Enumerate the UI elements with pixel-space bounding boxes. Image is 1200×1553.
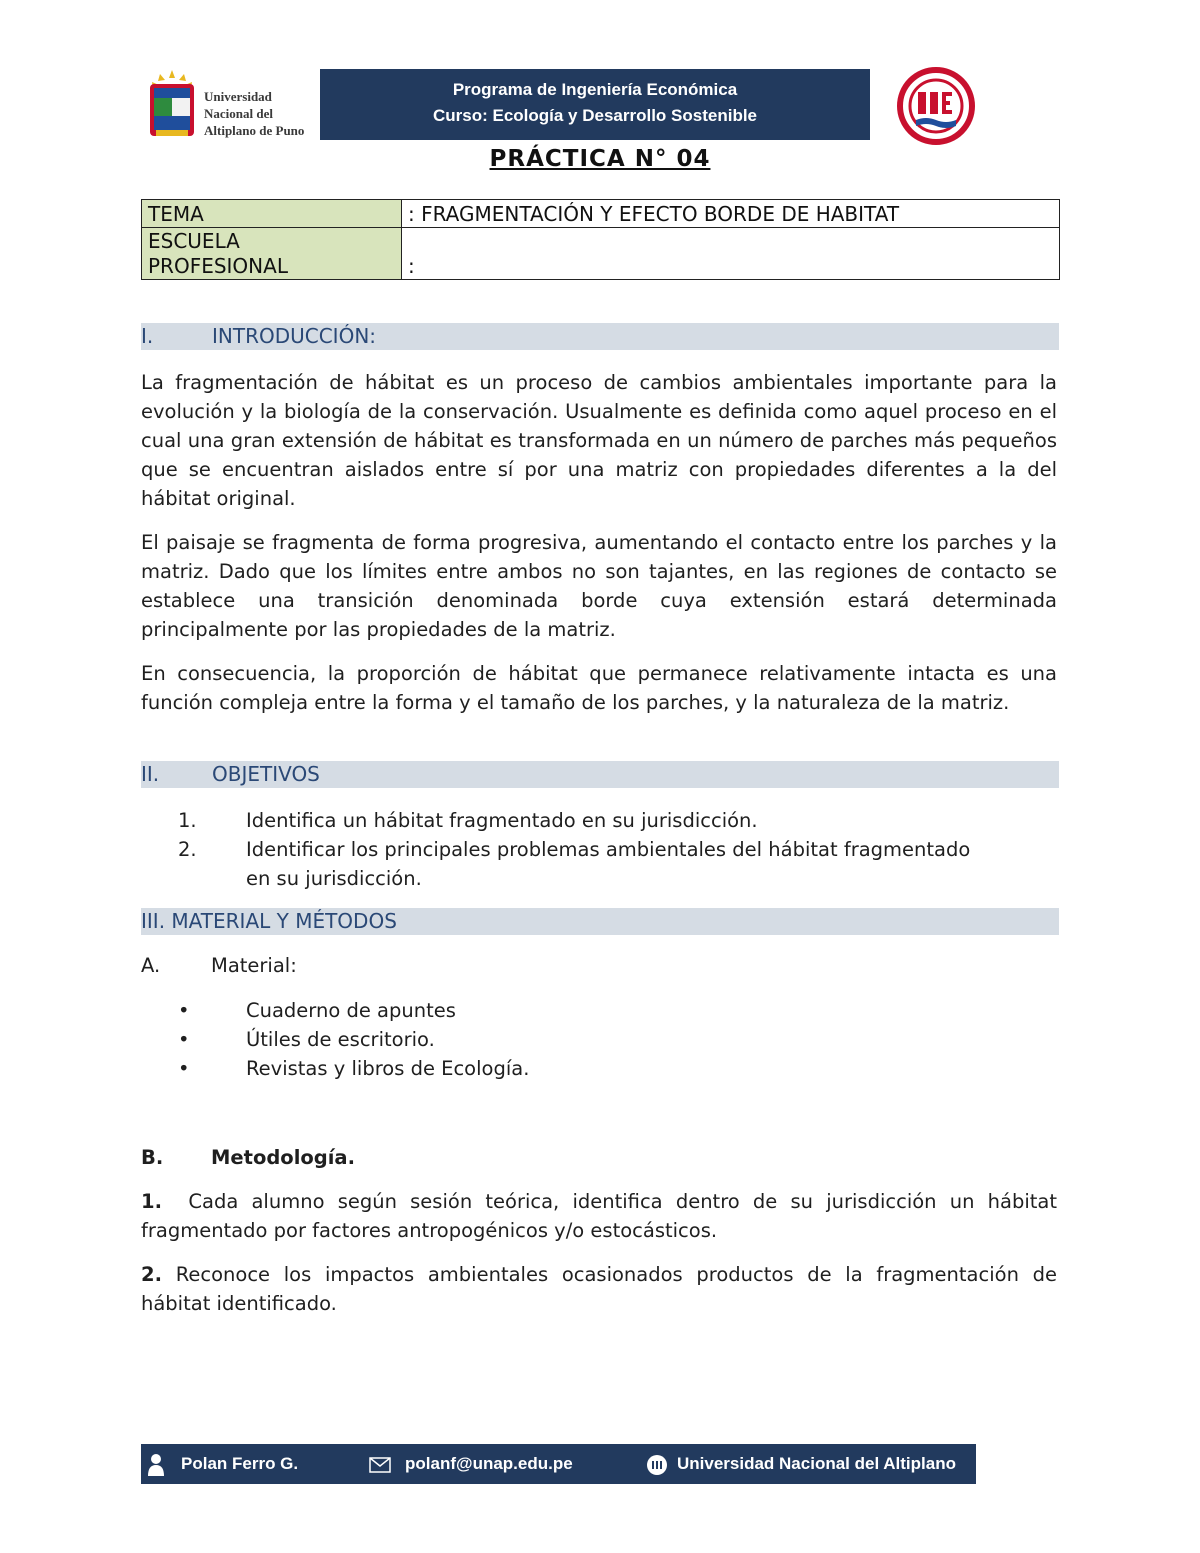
author-email: polanf@unap.edu.pe: [405, 1454, 573, 1473]
escuela-value: :: [402, 228, 1060, 280]
method-step-1: 1. Cada alumno según sesión teórica, identifica dentro de su jurisdicción un hábitat fragmentado por factores antropogénicos y/o estocásticos.: [141, 1190, 1057, 1242]
intro-paragraph-3: En consecuencia, la proporción de hábitat que permanece relativamente intacta es una función compleja entre la forma y el tamaño de los parches, y la naturaleza de la matriz.: [141, 662, 1057, 714]
section-header-objetivos: II. OBJETIVOS: [141, 761, 1059, 788]
list-item: 1. Identifica un hábitat fragmentado en su jurisdicción.: [178, 809, 758, 832]
info-table: [141, 199, 1060, 280]
footer-bar: [141, 1444, 976, 1484]
institution-name: Universidad Nacional del Altiplano: [677, 1454, 956, 1473]
section-header-material-metodos: III. MATERIAL Y MÉTODOS: [141, 908, 1059, 935]
table-row: [142, 228, 1060, 280]
method-step-2: 2. Reconoce los impactos ambientales ocasionados productos de la fragmentación de hábitat identificado.: [141, 1263, 1058, 1315]
list-item: • Revistas y libros de Ecología.: [0, 1054, 1200, 1083]
bullet-icon: •: [178, 1028, 190, 1051]
intro-paragraph-2: El paisaje se fragmenta de forma progresiva, aumentando el contacto entre los parches y la matriz. Dado que los límites entre ambos no son tajantes, en las regiones de contacto se establece una transición denominada borde cuya extensión estará determinada principalmente por las propiedades de la matriz.: [141, 531, 1057, 641]
section-header-introduccion: I. INTRODUCCIÓN:: [141, 323, 1059, 350]
engineering-seal-icon: [896, 66, 976, 146]
university-crest-icon: [142, 68, 202, 142]
escuela-label: ESCUELA PROFESIONAL: [142, 228, 402, 280]
faculty-logo: [896, 66, 976, 146]
list-item: • Útiles de escritorio.: [0, 1025, 1200, 1054]
program-title: Programa de Ingeniería Económica: [452, 80, 738, 99]
course-title: Curso: Ecología y Desarrollo Sostenible: [432, 106, 758, 125]
tema-label: TEMA: [142, 200, 402, 228]
subsection-metodologia: B. Metodología.: [141, 1146, 355, 1169]
header-banner: [320, 69, 870, 140]
institution-icon: [646, 1444, 668, 1484]
university-name: Universidad Nacional del Altiplano de Puno: [204, 89, 305, 138]
author-name: Polan Ferro G.: [181, 1454, 299, 1473]
page-title: PRÁCTICA N° 04: [489, 146, 711, 172]
bullet-icon: •: [178, 999, 190, 1022]
user-icon: [147, 1444, 165, 1484]
intro-paragraph-1: La fragmentación de hábitat es un proceso de cambios ambientales importante para la evolución y la biología de la conservación. Usualmente es definida como aquel proceso en el cual una gran extensión de hábitat es transformada en un número de parches más pequeños que se encuentran aislados entre sí por una matriz con propiedades diferentes a la del hábitat original.: [141, 371, 1057, 510]
tema-value: : FRAGMENTACIÓN Y EFECTO BORDE DE HABITAT: [402, 200, 1060, 228]
subsection-material: A. Material:: [141, 954, 297, 977]
list-item: 2. Identificar los principales problemas ambientales del hábitat fragmentado en su jurisdicción.: [178, 838, 971, 890]
mail-icon: [369, 1444, 391, 1484]
bullet-icon: •: [178, 1057, 190, 1080]
table-row: [142, 200, 1060, 228]
list-item: • Cuaderno de apuntes: [0, 996, 1200, 1025]
